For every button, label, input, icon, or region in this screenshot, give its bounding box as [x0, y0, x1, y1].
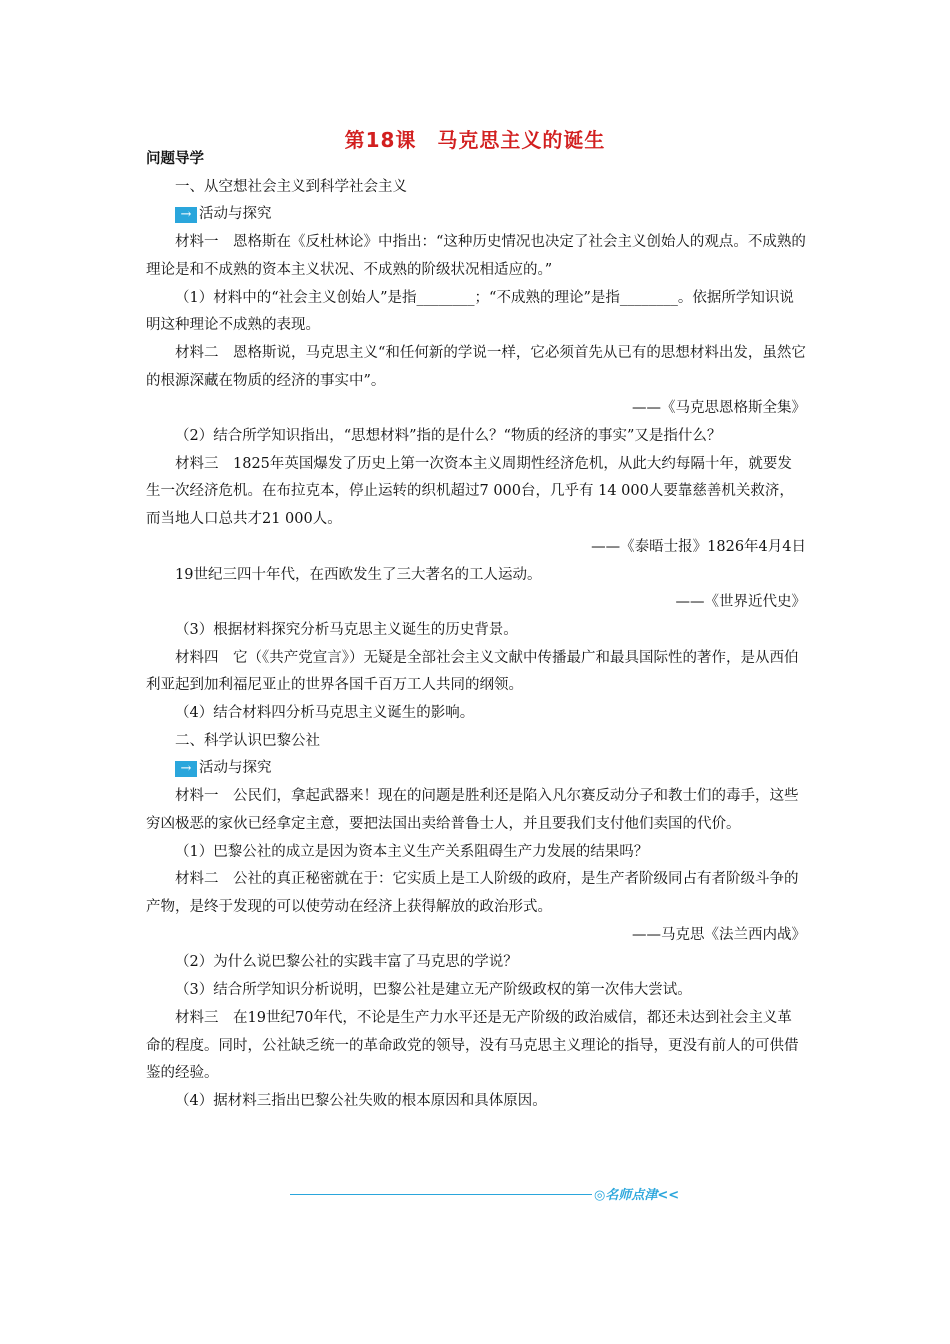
section1-heading: 一、从空想社会主义到科学社会主义 [175, 178, 407, 195]
section1-activity [146, 201, 806, 229]
s2-question-1: （1）巴黎公社的成立是因为资本主义生产关系阻碍生产力发展的结果吗？ [175, 843, 649, 860]
arrow-right-icon: → [175, 761, 197, 777]
s2-material-2-source: ——马克思《法兰西内战》 [632, 926, 806, 943]
s1-material-3b: 19世纪三四十年代，在西欧发生了三大著名的工人运动。 [175, 566, 542, 583]
s1-question-3: （3）根据材料探究分析马克思主义诞生的历史背景。 [175, 621, 518, 638]
footer-divider [290, 1194, 592, 1195]
s1-material-3b-source: ——《世界近代史》 [675, 594, 806, 611]
s1-material-1: 材料一 恩格斯在《反杜林论》中指出：“这种历史情况也决定了社会主义创始人的观点。不成熟的理论是和不成熟的资本主义状况、不成熟的阶级状况相适应的。” [146, 234, 806, 278]
section2-activity [146, 755, 806, 783]
s1-material-2-source: ——《马克思恩格斯全集》 [632, 400, 806, 417]
s2-question-3: （3）结合所学知识分析说明，巴黎公社是建立无产阶级政权的第一次伟大尝试。 [175, 982, 692, 999]
footer-brand: ◎名师点津<< [594, 1188, 680, 1203]
s1-question-4: （4）结合材料四分析马克思主义诞生的影响。 [175, 705, 475, 722]
s2-material-3: 材料三 在19世纪70年代，不论是生产力水平还是无产阶级的政治威信，都还未达到社会主义革命的程度。同时，公社缺乏统一的革命政党的领导，没有马克思主义理论的指导，更没有前人的可供借鉴的经验。 [146, 1009, 799, 1082]
s1-question-1: （1）材料中的“社会主义创始人”是指________；“不成熟的理论”是指________。依据所学知识说明这种理论不成熟的表现。 [146, 289, 794, 334]
s1-material-3: 材料三 1825年英国爆发了历史上第一次资本主义周期性经济危机，从此大约每隔十年，就要发生一次经济危机。在布拉克本，停止运转的织机超过7 000台，几乎有 14 000人要靠慈善机关救济，而当地人口总共才21 000人。 [146, 455, 794, 528]
page-title: 第18课 马克思主义的诞生 [344, 128, 606, 152]
arrow-right-icon: → [175, 207, 197, 223]
activity-label: 活动与探究 [199, 206, 272, 223]
activity-label: 活动与探究 [199, 760, 272, 777]
guide-heading: 问题导学 [146, 151, 204, 167]
section2-heading: 二、科学认识巴黎公社 [175, 732, 320, 749]
s2-question-2: （2）为什么说巴黎公社的实践丰富了马克思的学说？ [175, 954, 518, 971]
footer [290, 1184, 700, 1204]
s1-question-2: （2）结合所学知识指出，“思想材料”指的是什么？“物质的经济的事实”又是指什么？ [175, 428, 722, 445]
s2-material-1: 材料一 公民们，拿起武器来！现在的问题是胜利还是陷入凡尔赛反动分子和教士们的毒手，这些穷凶极恶的家伙已经拿定主意，要把法国出卖给普鲁士人，并且要我们支付他们卖国的代价。 [146, 788, 799, 832]
s1-material-4: 材料四 它（《共产党宣言》）无疑是全部社会主义文献中传播最广和最具国际性的著作，是从西伯利亚起到加利福尼亚止的世界各国千百万工人共同的纲领。 [146, 649, 799, 694]
s2-material-2: 材料二 公社的真正秘密就在于：它实质上是工人阶级的政府，是生产者阶级同占有者阶级斗争的产物，是终于发现的可以使劳动在经济上获得解放的政治形式。 [146, 871, 799, 915]
worksheet-body [146, 146, 806, 1116]
s2-question-4: （4）据材料三指出巴黎公社失败的根本原因和具体原因。 [175, 1092, 547, 1109]
s1-material-2: 材料二 恩格斯说，马克思主义“和任何新的学说一样，它必须首先从已有的思想材料出发，虽然它的根源深藏在物质的经济的事实中”。 [146, 344, 806, 389]
s1-material-3-source: ——《泰晤士报》1826年4月4日 [591, 538, 806, 555]
